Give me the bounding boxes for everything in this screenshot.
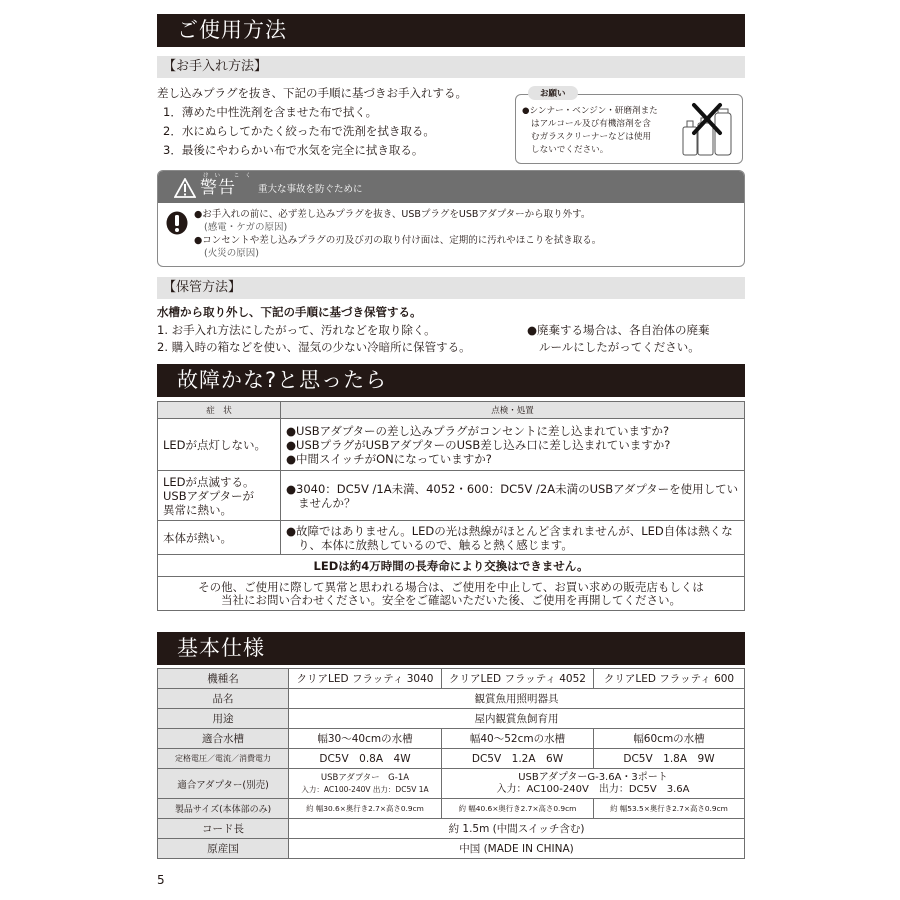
storage-step-1: 1. お手入れ方法にしたがって、汚れなどを取り除く。	[157, 323, 436, 337]
spec-label: 機種名	[158, 669, 289, 689]
notice-line: むガラスクリーナーなどは使用	[531, 132, 652, 142]
care-step-2: 2．水にぬらしてかたく絞った布で洗剤を拭き取る。	[163, 124, 435, 138]
adapter-b-io: 入力：AC100-240V 出力：DC5V 3.6A	[496, 783, 690, 795]
warning-ruby: けい こく	[203, 173, 257, 179]
check-item: ●故障ではありません。LEDの光は熱線がほとんど含まれませんが、LED自体は熱くなり、本体に放熱しているので、触ると熱く感じます。	[286, 523, 733, 552]
symptom-line: USBアダプターが	[163, 488, 254, 503]
remedy-cell	[281, 521, 745, 555]
check-item: ●中間スイッチがONになっていますか?	[286, 451, 492, 466]
care-intro: 差し込みプラグを抜き、下記の手順に基づきお手入れする。	[157, 86, 468, 100]
disposal-line-2: ルールにしたがってください。	[539, 340, 700, 354]
warning-item-2: ●コンセントや差し込みプラグの刃及び刃の取り付け面は、定期的に汚れやほこりを拭き取る。	[194, 235, 602, 246]
troubleshooting-table	[157, 401, 745, 611]
table-row	[158, 555, 745, 577]
spec-label: コード長	[158, 819, 289, 839]
warning-triangle-icon	[174, 178, 196, 198]
section-title-specs: 基本仕様	[157, 632, 745, 665]
lifetime-note: LEDは約4万時間の長寿命により交換はできません。	[158, 555, 745, 577]
warning-item-1-note: (感電・ケガの原因)	[204, 222, 288, 233]
table-row	[158, 521, 745, 555]
spec-value: 約 1.5m (中間スイッチ含む)	[289, 819, 745, 839]
spec-label: 適合水槽	[158, 729, 289, 749]
table-row	[158, 577, 745, 611]
section-title-usage: ご使用方法	[157, 14, 745, 47]
table-row	[158, 769, 745, 799]
adapter-a-io: 入力：AC100-240V 出力：DC5V 1A	[301, 784, 429, 794]
adapter-a-name: USBアダプター G-1A	[320, 772, 410, 783]
disposal-line-1: ●廃棄する場合は、各自治体の廃棄	[527, 323, 710, 337]
table-row	[158, 471, 745, 521]
section-title-troubleshooting: 故障かな?と思ったら	[157, 364, 745, 397]
warning-items	[194, 208, 601, 260]
spec-label: 原産国	[158, 839, 289, 859]
spec-value: DC5V 0.8A 4W	[289, 749, 442, 769]
table-row	[158, 799, 745, 819]
spec-value: クリアLED フラッティ 600	[594, 669, 745, 689]
spec-label: 製品サイズ(本体部のみ)	[158, 799, 289, 819]
notice-line: しないでください。	[531, 145, 609, 155]
check-item: ●USBプラグがUSBアダプターのUSB差し込み口に差し込まれていますか?	[286, 437, 671, 452]
table-row	[158, 729, 745, 749]
notice-label: お願い	[528, 86, 578, 100]
spec-value: 約 幅30.6×奥行き2.7×高さ0.9cm	[289, 799, 442, 819]
notice-box	[515, 89, 743, 164]
table-row	[158, 669, 745, 689]
table-header-row	[158, 402, 745, 419]
storage-intro: 水槽から取り外し、下記の手順に基づき保管する。	[157, 305, 422, 319]
warning-box	[157, 170, 745, 267]
footer-note-line: その他、ご使用に際して異常と思われる場合は、ご使用を中止して、お買い求めの販売店もしくは	[198, 579, 704, 594]
symptom-line: LEDが点滅する。	[163, 474, 255, 489]
symptom-line: 異常に熱い。	[163, 502, 232, 517]
remedy-cell	[281, 419, 745, 471]
table-row	[158, 709, 745, 729]
notice-line: ●シンナー・ベンジン・研磨剤また	[522, 106, 658, 116]
spec-label: 用途	[158, 709, 289, 729]
table-row	[158, 819, 745, 839]
warning-item-2-note: (火災の原因)	[204, 248, 259, 259]
spec-value: 幅40～52cmの水槽	[442, 729, 594, 749]
spec-label: 品名	[158, 689, 289, 709]
adapter-b-name: USBアダプターG-3.6A・3ポート	[518, 771, 668, 783]
warning-header	[158, 171, 744, 203]
spec-value: 幅30～40cmの水槽	[289, 729, 442, 749]
storage-step-2: 2. 購入時の箱などを使い、湿気の少ない冷暗所に保管する。	[157, 340, 471, 354]
spec-value: 幅60cmの水槽	[594, 729, 745, 749]
check-item: ●3040：DC5V /1A未満、4052・600：DC5V /2A未満のUSBアダプターを使用していませんか？	[286, 481, 739, 510]
header-remedy: 点検・処置	[281, 402, 745, 419]
table-row	[158, 419, 745, 471]
spec-value: DC5V 1.8A 9W	[594, 749, 745, 769]
check-item: ●USBアダプターの差し込みプラグがコンセントに差し込まれていますか?	[286, 423, 670, 438]
care-step-3: 3．最後にやわらかい布で水気を完全に拭き取る。	[163, 143, 424, 157]
table-row	[158, 689, 745, 709]
spec-value: 観賞魚用照明器具	[289, 689, 745, 709]
spec-value: クリアLED フラッティ 4052	[442, 669, 594, 689]
spec-value: 中国 (MADE IN CHINA)	[289, 839, 745, 859]
notice-line: はアルコール及び有機溶剤を含	[531, 119, 651, 129]
subheading-storage: 【保管方法】	[157, 277, 745, 299]
spec-label: 定格電圧／電流／消費電力	[158, 749, 289, 769]
spec-label: 適合アダプター(別売)	[158, 769, 289, 799]
symptom-cell: 本体が熱い。	[158, 521, 281, 555]
spec-value: 約 幅40.6×奥行き2.7×高さ0.9cm	[442, 799, 594, 819]
spec-value: DC5V 1.2A 6W	[442, 749, 594, 769]
header-symptom: 症 状	[158, 402, 281, 419]
no-solvents-icon	[680, 101, 736, 159]
page-number: 5	[157, 873, 165, 887]
warning-item-1: ●お手入れの前に、必ず差し込みプラグを抜き、USBプラグをUSBアダプターから取り外す。	[194, 209, 591, 220]
footer-note	[158, 577, 745, 611]
footer-note-line: 当社にお問い合わせください。安全をご確認いただいた後、ご使用を再開してください。	[221, 592, 681, 607]
warning-title: 警告	[200, 178, 236, 198]
symptom-cell	[158, 471, 281, 521]
warning-body	[158, 203, 744, 267]
notice-text	[522, 105, 682, 157]
remedy-cell	[281, 471, 745, 521]
spec-value: 屋内観賞魚飼育用	[289, 709, 745, 729]
warning-subtitle: 重大な事故を防ぐために	[258, 184, 363, 195]
spec-value	[442, 769, 745, 799]
table-row	[158, 839, 745, 859]
subheading-care: 【お手入れ方法】	[157, 56, 745, 78]
spec-value: 約 幅53.5×奥行き2.7×高さ0.9cm	[594, 799, 745, 819]
specs-table	[157, 668, 745, 859]
table-row	[158, 749, 745, 769]
care-step-1: 1．薄めた中性洗剤を含ませた布で拭く。	[163, 105, 378, 119]
symptom-cell: LEDが点灯しない。	[158, 419, 281, 471]
spec-value: クリアLED フラッティ 3040	[289, 669, 442, 689]
spec-value	[289, 769, 442, 799]
exclamation-icon	[166, 211, 188, 235]
